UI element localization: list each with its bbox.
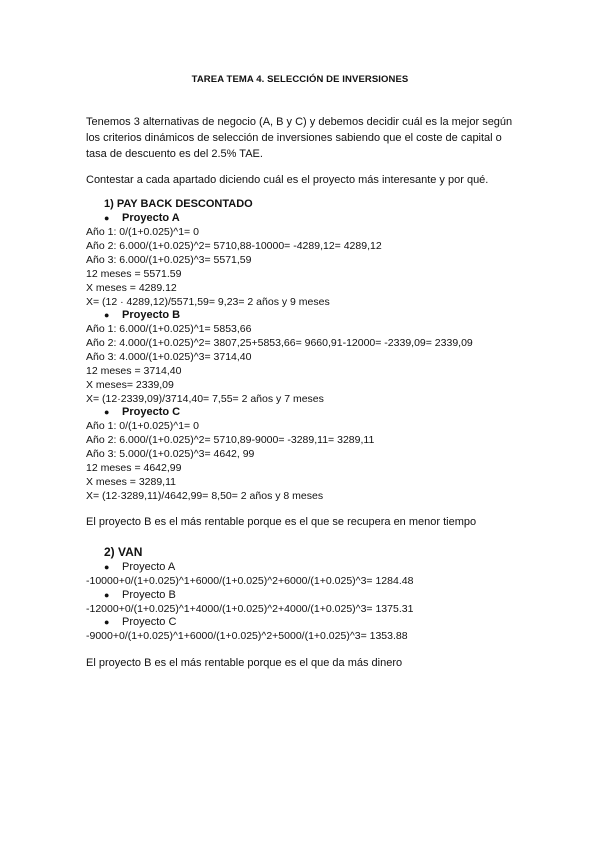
bullet-icon: ● (104, 562, 110, 572)
bullet-icon: ● (104, 310, 110, 320)
calc-line: Año 1: 0/(1+0.025)^1= 0 (86, 420, 199, 432)
calc-line: X= (12 · 4289,12)/5571,59= 9,23= 2 años y 9 meses (86, 296, 330, 308)
calc-line: X meses = 4289.12 (86, 282, 177, 294)
section-2-project-a-bullet (104, 560, 175, 574)
bullet-icon: ● (104, 617, 110, 627)
calc-line: X meses = 3289,11 (86, 476, 176, 488)
section-2-conclusion: El proyecto B es el más rentable porque es el que da más dinero (86, 657, 403, 669)
calc-line: Año 2: 6.000/(1+0.025)^2= 5710,88-10000= -4289,12= 4289,12 (86, 240, 382, 252)
van-formula: -12000+0/(1+0.025)^1+4000/(1+0.025)^2+4000/(1+0.025)^3= 1375.31 (86, 603, 414, 615)
calc-line: X= (12·3289,11)/4642,99= 8,50= 2 años y 8 meses (86, 490, 324, 502)
project-a-label: Proyecto A (122, 212, 180, 224)
calc-line: Año 1: 6.000/(1+0.025)^1= 5853,66 (86, 323, 252, 335)
bullet-icon: ● (104, 590, 110, 600)
calc-line: Año 1: 0/(1+0.025)^1= 0 (86, 226, 199, 238)
page-title: TAREA TEMA 4. SELECCIÓN DE INVERSIONES (191, 74, 409, 85)
calc-line: Año 3: 6.000/(1+0.025)^3= 5571,59 (86, 254, 252, 266)
section-2-project-b-bullet (104, 588, 176, 602)
bullet-icon: ● (104, 407, 110, 417)
calc-line: Año 3: 5.000/(1+0.025)^3= 4642, 99 (86, 448, 255, 460)
calc-line: Año 2: 6.000/(1+0.025)^2= 5710,89-9000= -3289,11= 3289,11 (86, 434, 375, 446)
section-2-project-c-bullet (104, 615, 176, 629)
section-1-conclusion: El proyecto B es el más rentable porque es el que se recupera en menor tiempo (86, 516, 477, 528)
bullet-icon: ● (104, 213, 110, 223)
project-c-label: Proyecto C (122, 406, 181, 418)
project-a-label: Proyecto A (122, 561, 176, 573)
project-b-label: Proyecto B (122, 589, 176, 601)
section-2-heading: 2) VAN (104, 545, 143, 559)
intro-paragraph: Tenemos 3 alternativas de negocio (A, B y C) y debemos decidir cuál es la mejor según los criterios dinámicos de selección de inversiones sabiendo que el coste de capital o tasa de descuento es del 2.5% TAE. (86, 116, 513, 160)
calc-line: 12 meses = 5571.59 (86, 268, 182, 280)
project-b-label: Proyecto B (122, 309, 181, 321)
instruction-paragraph: Contestar a cada apartado diciendo cuál es el proyecto más interesante y por qué. (86, 174, 489, 186)
calc-line: X= (12·2339,09)/3714,40= 7,55= 2 años y 7 meses (86, 393, 324, 405)
calc-line: 12 meses = 3714,40 (86, 365, 182, 377)
calc-line: X meses= 2339,09 (86, 379, 174, 391)
project-c-label: Proyecto C (122, 616, 177, 628)
section-1-project-b-bullet (104, 308, 180, 322)
calc-line: Año 3: 4.000/(1+0.025)^3= 3714,40 (86, 351, 252, 363)
calc-line: 12 meses = 4642,99 (86, 462, 182, 474)
section-1-project-a-bullet (104, 211, 180, 225)
calc-line: Año 2: 4.000/(1+0.025)^2= 3807,25+5853,66= 9660,91-12000= -2339,09= 2339,09 (86, 337, 473, 349)
section-1-project-c-bullet (104, 405, 180, 419)
van-formula: -9000+0/(1+0.025)^1+6000/(1+0.025)^2+5000/(1+0.025)^3= 1353.88 (86, 630, 408, 642)
section-1-heading: 1) PAY BACK DESCONTADO (104, 198, 253, 210)
van-formula: -10000+0/(1+0.025)^1+6000/(1+0.025)^2+6000/(1+0.025)^3= 1284.48 (86, 575, 414, 587)
